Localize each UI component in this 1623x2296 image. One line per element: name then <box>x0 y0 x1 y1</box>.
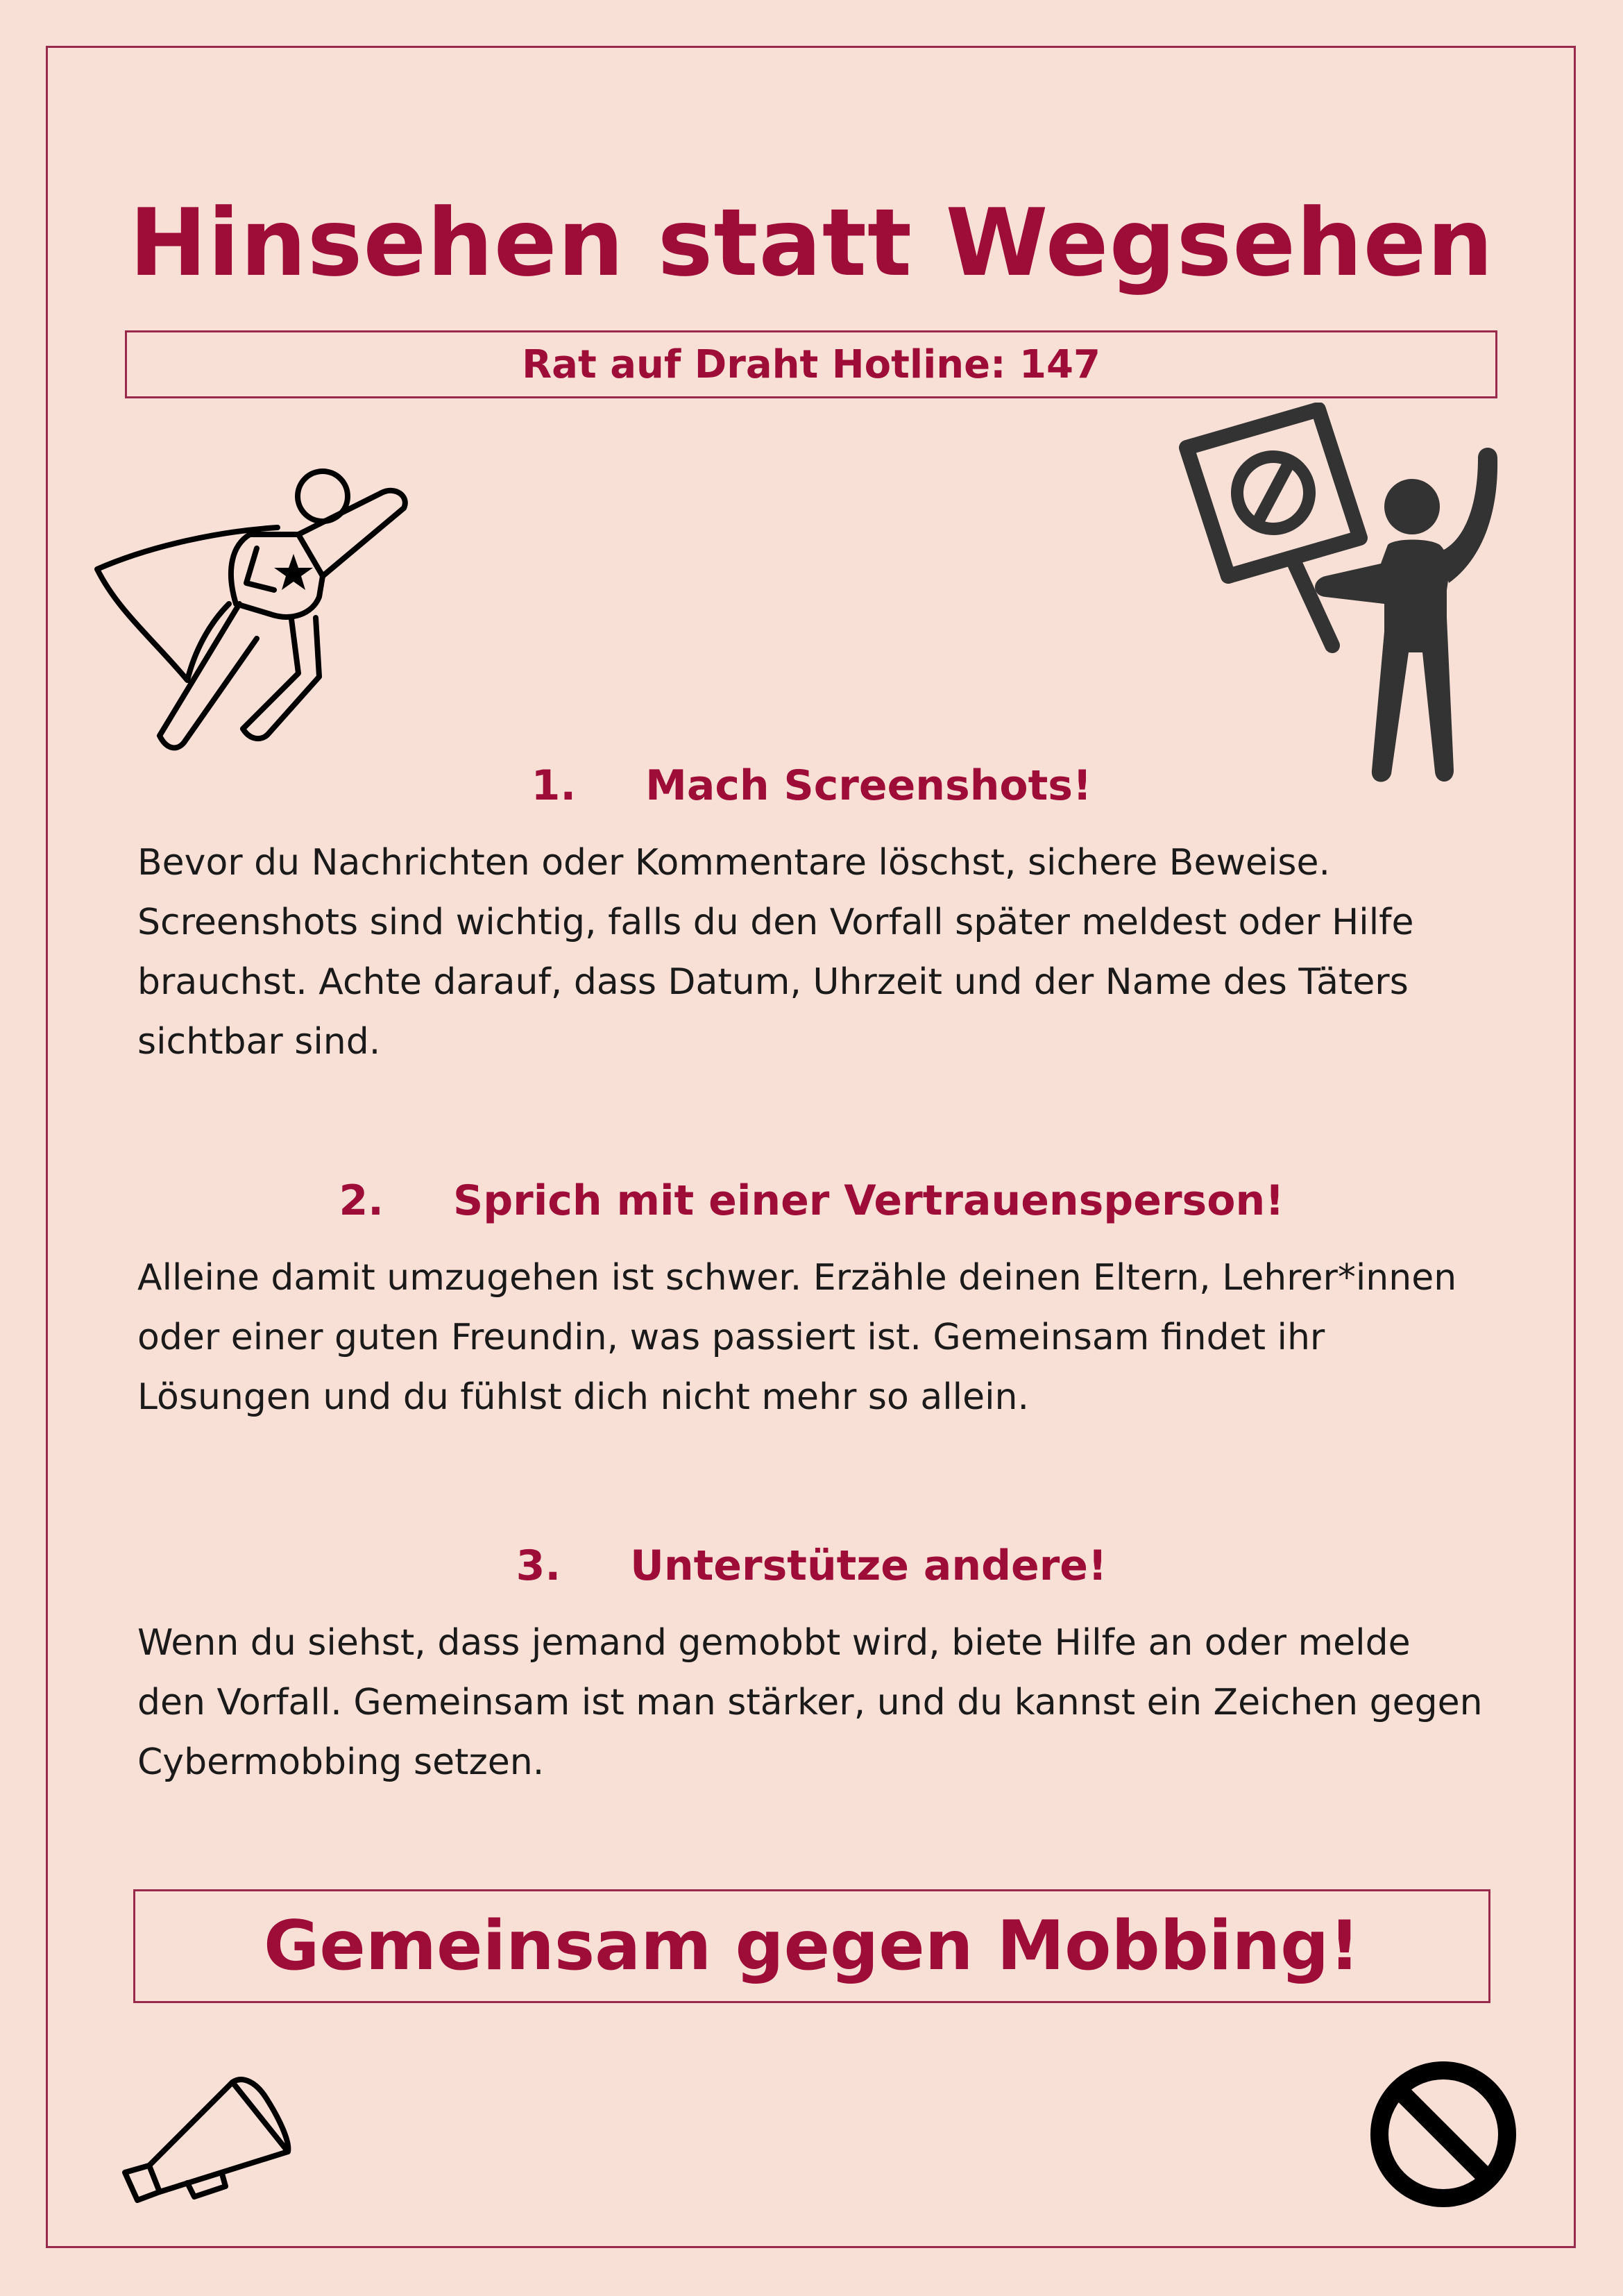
section-3-line: den Vorfall. Gemeinsam ist man stärker, und du kannst ein Zeichen gegen <box>137 1682 1483 1723</box>
slogan-box <box>133 1889 1490 2003</box>
prohibited-icon <box>1367 2058 1520 2211</box>
section-3-line: Wenn du siehst, dass jemand gemobbt wird, biete Hilfe an oder melde <box>137 1622 1411 1664</box>
section-1-line: brauchst. Achte darauf, dass Datum, Uhrzeit und der Name des Täters <box>137 961 1409 1003</box>
superhero-icon <box>90 465 423 763</box>
section-2-number: 2. <box>339 1176 384 1225</box>
section-2-heading <box>0 1173 1623 1229</box>
section-1-line: Bevor du Nachrichten oder Kommentare löschst, sichere Beweise. <box>137 842 1331 884</box>
hotline-box <box>125 330 1497 398</box>
section-3-title: Unterstütze andere! <box>630 1542 1107 1590</box>
section-1-title: Mach Screenshots! <box>645 761 1092 810</box>
section-2-body <box>137 1248 1497 1427</box>
section-3-heading <box>0 1538 1623 1594</box>
section-1-line: Screenshots sind wichtig, falls du den Vorfall später meldest oder Hilfe <box>137 902 1414 943</box>
protester-icon <box>1173 403 1506 791</box>
section-3-line: Cybermobbing setzen. <box>137 1741 545 1783</box>
page-title: Hinsehen statt Wegsehen <box>129 189 1494 297</box>
section-1-heading <box>0 758 1623 813</box>
megaphone-icon <box>118 2068 298 2207</box>
section-2-line: oder einer guten Freundin, was passiert ist. Gemeinsam findet ihr <box>137 1317 1325 1358</box>
section-2-line: Alleine damit umzugehen ist schwer. Erzähle deinen Eltern, Lehrer*innen <box>137 1257 1457 1299</box>
slogan-text: Gemeinsam gegen Mobbing! <box>263 1907 1360 1986</box>
section-1-number: 1. <box>531 761 577 810</box>
hotline-text: Rat auf Draht Hotline: 147 <box>522 341 1101 387</box>
section-1-line: sichtbar sind. <box>137 1021 381 1063</box>
section-2-title: Sprich mit einer Vertrauensperson! <box>452 1176 1284 1225</box>
section-3-number: 3. <box>516 1542 561 1590</box>
section-3-body <box>137 1613 1497 1792</box>
section-2-line: Lösungen und du fühlst dich nicht mehr so allein. <box>137 1376 1030 1418</box>
section-1-body <box>137 833 1497 1072</box>
